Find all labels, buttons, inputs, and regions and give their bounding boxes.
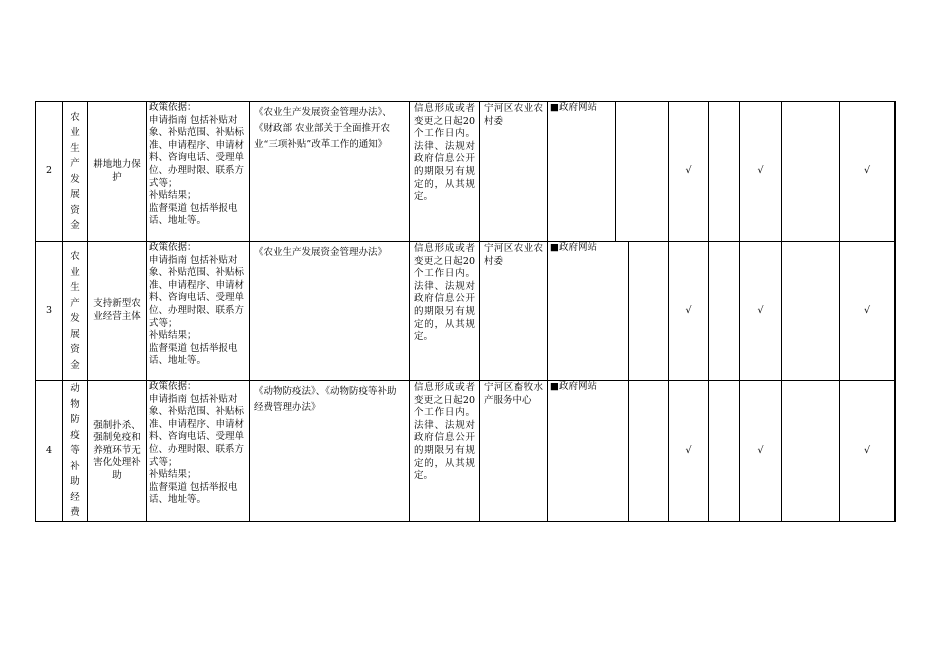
empty-cell [895, 242, 896, 381]
check-mark: √ [740, 242, 782, 381]
empty-cell [895, 381, 896, 522]
channel-spacer [629, 242, 668, 380]
table-row [36, 242, 896, 381]
channel-cell [548, 381, 669, 522]
check-mark: √ [669, 381, 709, 522]
disclosure-content: 政策依据： 申请指南 包括补贴对象、补贴范围、补贴标准、申请程序、申请材料、咨询电话、受理单位、办理时限、联系方式等； 补贴结果； 监督渠道 包括举报电话、地址等。 [147, 381, 250, 522]
disclosure-content: 政策依据： 申请指南 包括补贴对象、补贴范围、补贴标准、申请程序、申请材料、咨询电话、受理单位、办理时限、联系方式等； 补贴结果； 监督渠道 包括举报电话、地址等。 [147, 102, 250, 242]
disclosure-content: 政策依据： 申请指南 包括补贴对象、补贴范围、补贴标准、申请程序、申请材料、咨询电话、受理单位、办理时限、联系方式等； 补贴结果； 监督渠道 包括举报电话、地址等。 [147, 242, 250, 381]
check-mark: √ [669, 102, 709, 242]
check-mark: √ [840, 381, 895, 522]
disclosure-time-limit: 信息形成或者变更之日起20个工作日内。法律、法规对政府信息公开的期限另有规定的，从其规定。 [410, 381, 480, 522]
channel-label: ■政府网站 [548, 242, 629, 380]
responsible-department: 宁河区农业农村委 [480, 102, 548, 242]
responsible-department: 宁河区畜牧水产服务中心 [480, 381, 548, 522]
subsidy-item: 强制扑杀、强制免疫和养殖环节无害化处理补助 [88, 381, 147, 522]
disclosure-time-limit: 信息形成或者变更之日起20个工作日内。法律、法规对政府信息公开的期限另有规定的，从其规定。 [410, 242, 480, 381]
legal-basis: 《动物防疫法》、《动物防疫等补助经费管理办法》 [250, 381, 410, 522]
channel-spacer [629, 381, 668, 521]
empty-cell [709, 242, 740, 381]
row-index: 4 [36, 381, 63, 522]
channel-label: ■政府网站 [548, 381, 629, 521]
empty-cell [782, 102, 840, 242]
legal-basis: 《农业生产发展资金管理办法》、《财政部 农业部关于全面推开农业“三项补贴”改革工作的通知》 [250, 102, 410, 242]
channel-label: ■政府网站 [548, 102, 616, 241]
category-text: 农业生产发展资金 [70, 251, 80, 371]
empty-cell [709, 102, 740, 242]
table-row [36, 381, 896, 522]
subsidy-item: 耕地地力保护 [88, 102, 147, 242]
empty-cell [782, 242, 840, 381]
category-cell [63, 242, 88, 381]
check-mark: √ [740, 381, 782, 522]
check-mark: √ [840, 242, 895, 381]
subsidy-item: 支持新型农业经营主体 [88, 242, 147, 381]
check-mark: √ [840, 102, 895, 242]
legal-basis: 《农业生产发展资金管理办法》 [250, 242, 410, 381]
table-row [36, 102, 896, 242]
check-mark: √ [669, 242, 709, 381]
category-text: 动物防疫等补助经费 [70, 383, 80, 519]
check-mark: √ [740, 102, 782, 242]
disclosure-table [35, 101, 896, 522]
disclosure-time-limit: 信息形成或者变更之日起20个工作日内。法律、法规对政府信息公开的期限另有规定的，从其规定。 [410, 102, 480, 242]
responsible-department: 宁河区农业农村委 [480, 242, 548, 381]
category-cell [63, 381, 88, 522]
row-index: 3 [36, 242, 63, 381]
category-cell [63, 102, 88, 242]
row-index: 2 [36, 102, 63, 242]
channel-spacer [616, 102, 668, 241]
empty-cell [782, 381, 840, 522]
channel-cell [548, 242, 669, 381]
empty-cell [709, 381, 740, 522]
channel-cell [548, 102, 669, 242]
category-text: 农业生产发展资金 [70, 111, 80, 231]
empty-cell [895, 102, 896, 242]
